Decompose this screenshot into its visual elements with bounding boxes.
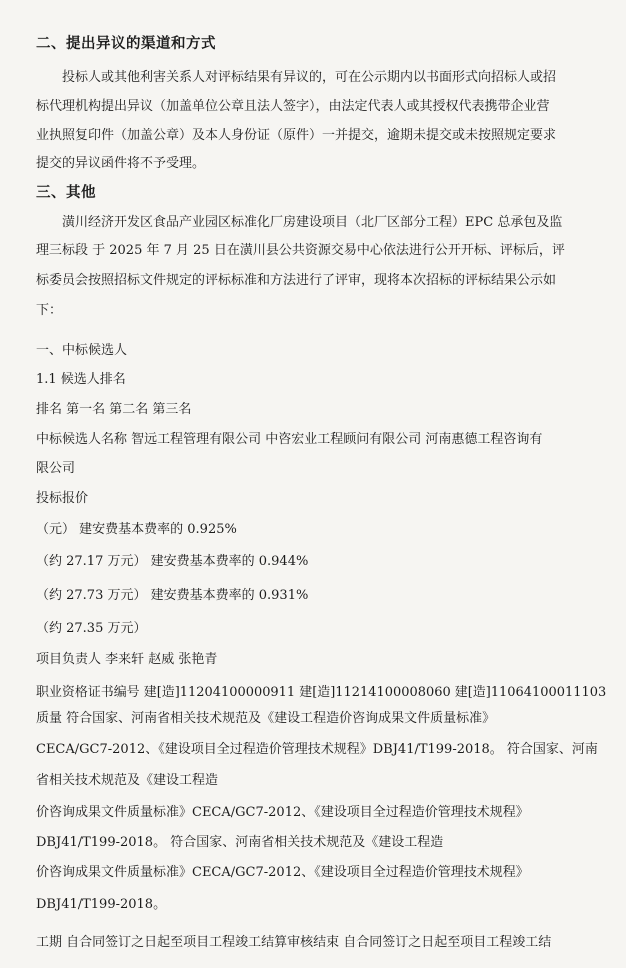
paragraph-line: 业执照复印件（加盖公章）及本人身份证（原件）一并提交，逾期未提交或未按照规定要求 — [36, 128, 557, 143]
candidate-names-row: 中标候选人名称 智远工程管理有限公司 中咨宏业工程顾问有限公司 河南惠德工程咨询有 — [36, 432, 543, 447]
duration-row: 工期 自合同签订之日起至项目工程竣工结算审核结束 自合同签订之日起至项目工程竣工结 — [36, 935, 552, 950]
ranking-row: 排名 第一名 第二名 第三名 — [36, 402, 192, 417]
quality-line: DBJ41/T199-2018。 符合国家、河南省相关技术规范及《建设工程造 — [36, 835, 444, 850]
price-line: （元） 建安费基本费率的 0.925% — [36, 522, 237, 537]
paragraph-line: 标代理机构提出异议（加盖单位公章且法人签字），由法定代表人或其授权代表携带企业营 — [36, 99, 550, 114]
paragraph-line: 理三标段 于 2025 年 7 月 25 日在潢川县公共资源交易中心依法进行公开开标、评标后，评 — [36, 243, 565, 258]
project-manager-row: 项目负责人 李来轩 赵威 张艳青 — [36, 652, 218, 667]
section-heading-objection: 二、提出异议的渠道和方式 — [36, 36, 216, 52]
section-heading-other: 三、其他 — [36, 185, 96, 201]
quality-line: 质量 符合国家、河南省相关技术规范及《建设工程造价咨询成果文件质量标准》 — [36, 711, 496, 726]
winner-heading: 一、中标候选人 — [36, 343, 128, 358]
price-line: （约 27.73 万元） 建安费基本费率的 0.931% — [36, 588, 309, 603]
quality-line: DBJ41/T199-2018。 — [36, 897, 167, 912]
paragraph-line: 标委员会按照招标文件规定的评标标准和方法进行了评审，现将本次招标的评标结果公示如 — [36, 273, 557, 288]
price-line: （约 27.17 万元） 建安费基本费率的 0.944% — [36, 554, 309, 569]
price-line: （约 27.35 万元） — [36, 621, 147, 636]
price-heading: 投标报价 — [36, 491, 89, 506]
paragraph-line: 投标人或其他利害关系人对评标结果有异议的，可在公示期内以书面形式向招标人或招 — [62, 70, 557, 85]
paragraph-line: 下： — [36, 303, 63, 318]
paragraph-line: 提交的异议函件将不予受理。 — [36, 156, 206, 171]
quality-line: 价咨询成果文件质量标准》CECA/GC7-2012、《建设项目全过程造价管理技术规程》 — [36, 805, 529, 820]
ranking-heading: 1.1 候选人排名 — [36, 372, 126, 387]
certificate-row: 职业资格证书编号 建[造]11204100000911 建[造]11214100008060 建[造]11064100011103 — [36, 685, 607, 700]
candidate-names-row-cont: 限公司 — [36, 461, 76, 476]
quality-line: 价咨询成果文件质量标准》CECA/GC7-2012、《建设项目全过程造价管理技术规程》 — [36, 865, 529, 880]
quality-line: 省相关技术规范及《建设工程造 — [36, 773, 219, 788]
paragraph-line: 潢川经济开发区食品产业园区标准化厂房建设项目（北厂区部分工程）EPC 总承包及监 — [62, 215, 563, 230]
quality-line: CECA/GC7-2012、《建设项目全过程造价管理技术规程》DBJ41/T199-2018。 符合国家、河南 — [36, 742, 598, 757]
